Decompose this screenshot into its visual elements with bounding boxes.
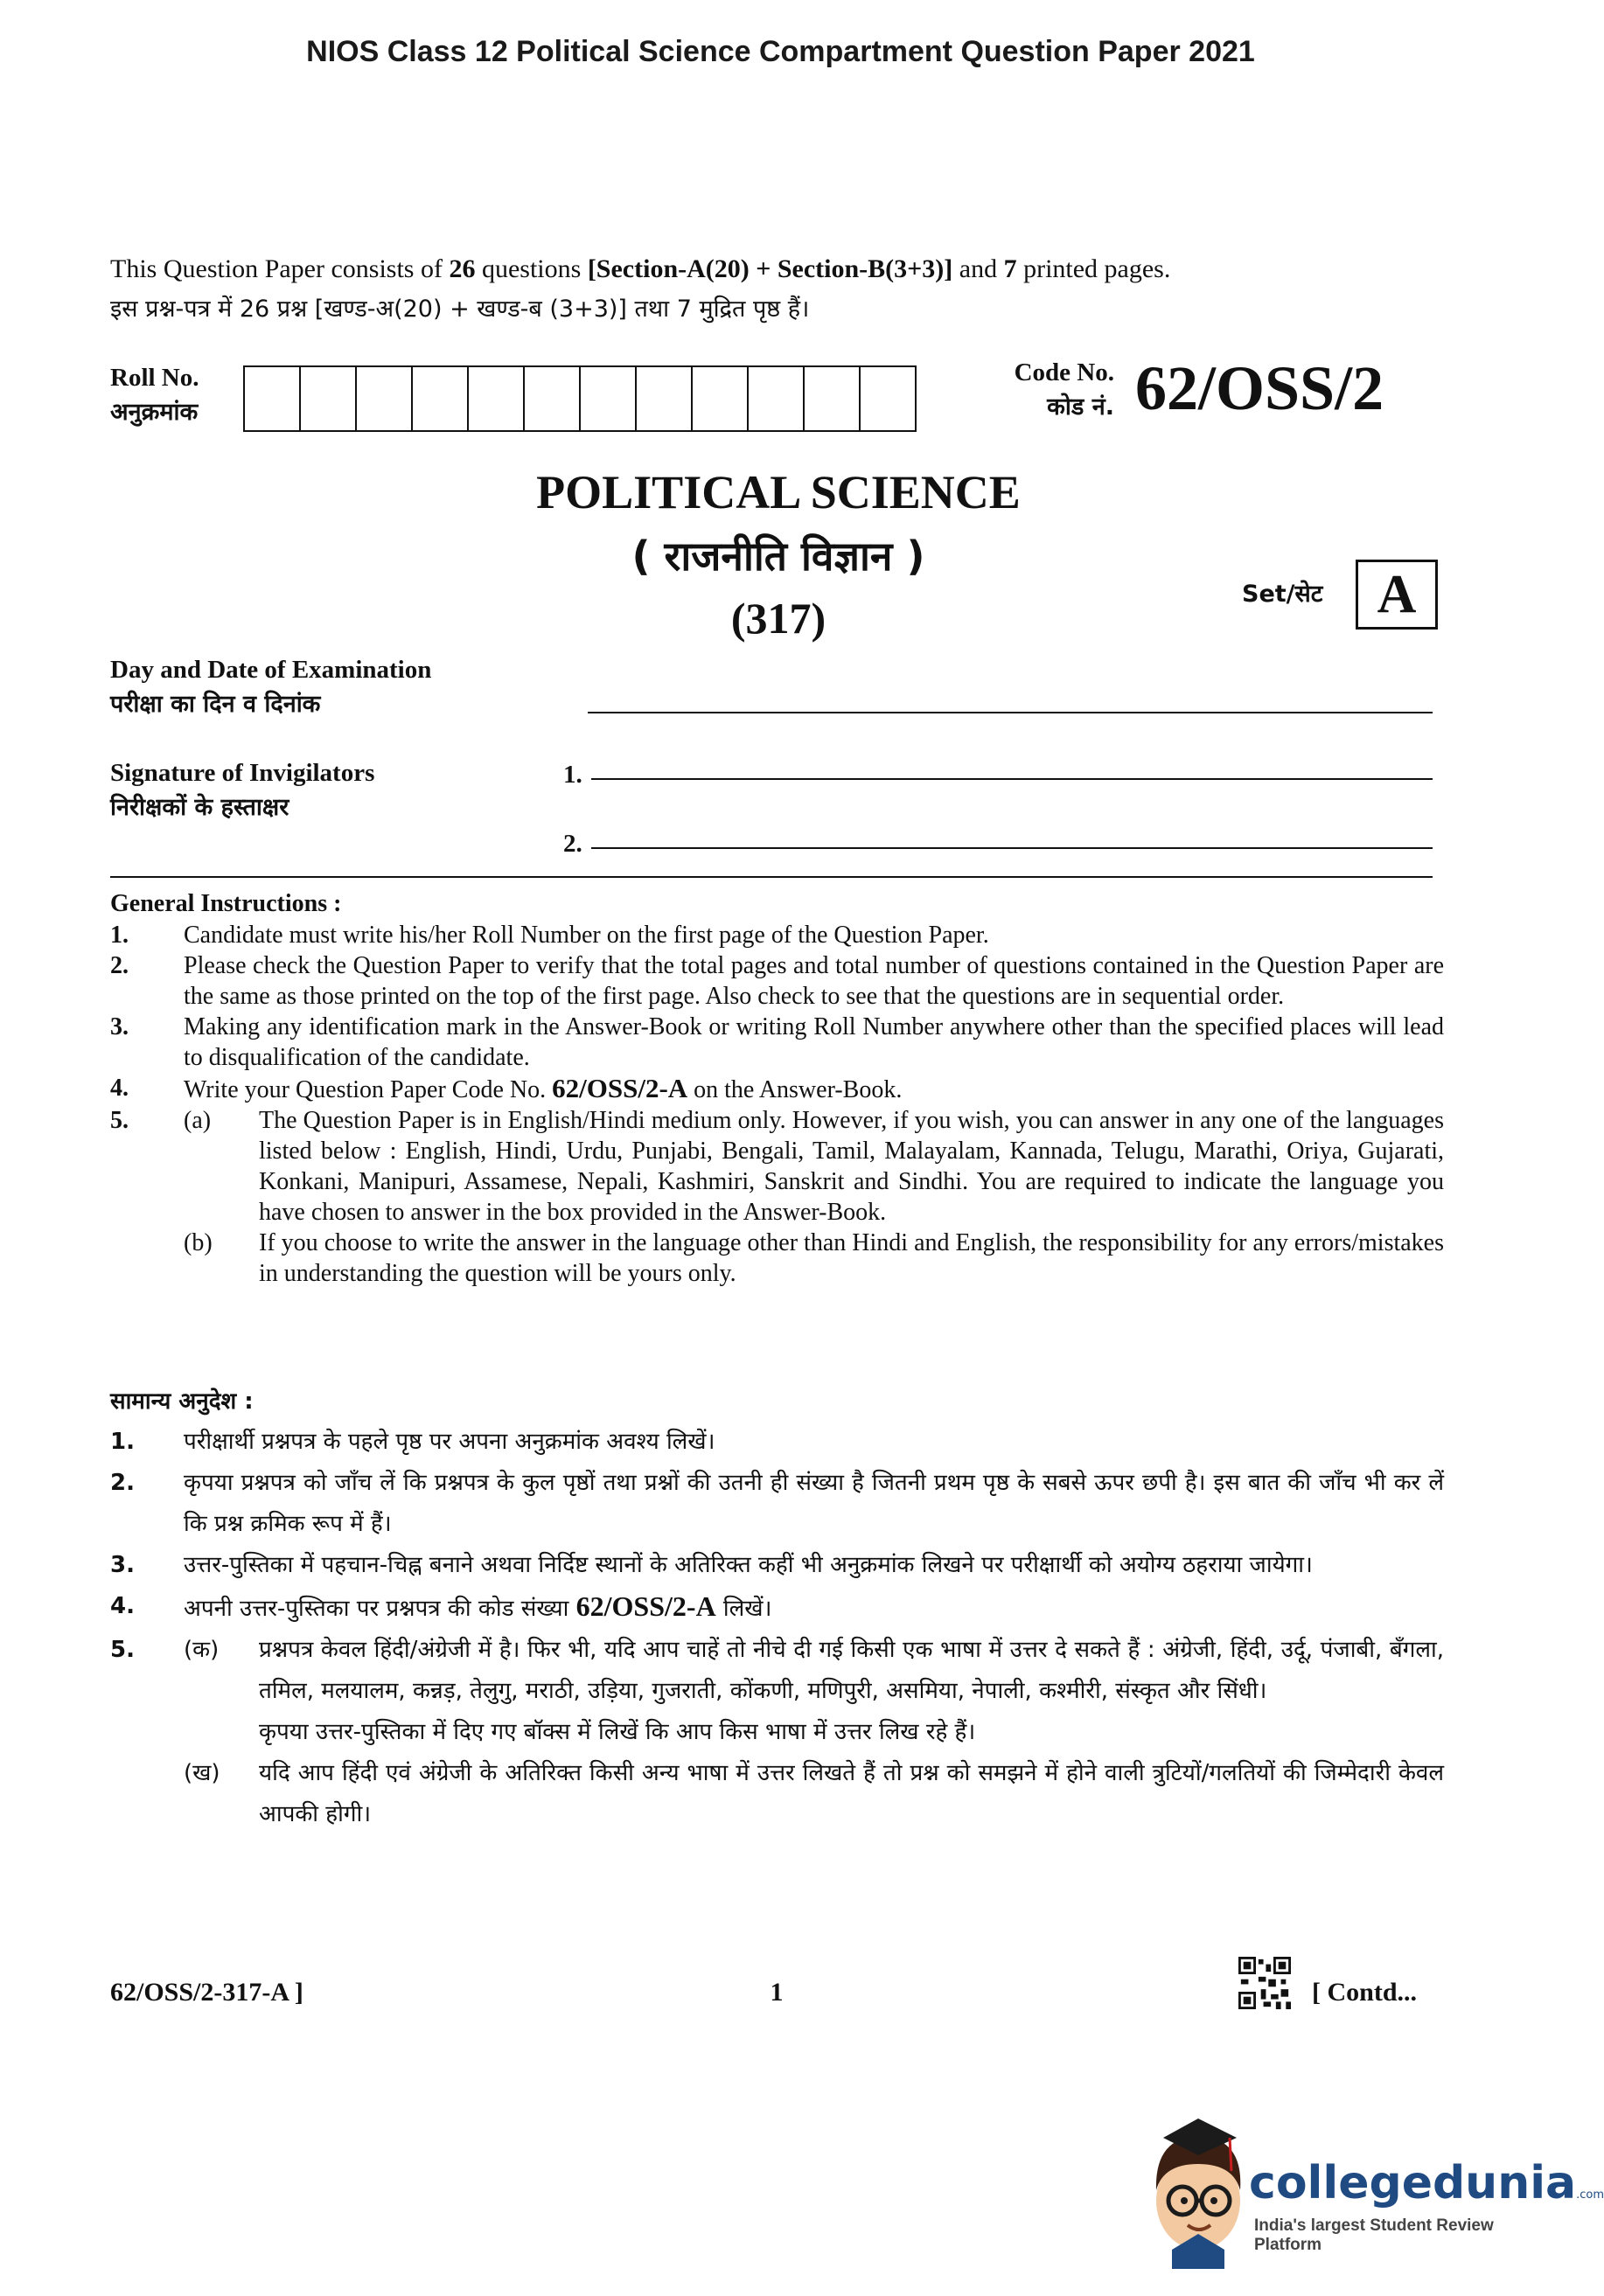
list-item: 3. Making any identification mark in the Answer-Book or writing Roll Number anywhere other than the specified places will lead to disqualification of the candidate. xyxy=(110,1013,1444,1071)
invigilator-1-signature-line[interactable] xyxy=(591,778,1433,780)
list-item: 5. (a) The Question Paper is in English/Hindi medium only. However, if you wish, you can answer in any one of the languages listed below : English, Hindi, Urdu, Punjabi, Bengali, Tamil, Malayalam, Kannada, Telugu, Marathi, Oriya, Gujarati, Konkani, Manipuri, Assamese, Nepali, Kashmiri, Sanskrit and Sindhi. You are required to indicate the language you have chosen to answer in the box provided in the Answer-Book. xyxy=(110,1107,1444,1226)
continued-marker: [ Contd... xyxy=(1312,1978,1418,2007)
invigilator-2-signature-line[interactable] xyxy=(591,847,1433,849)
list-item: 1. परीक्षार्थी प्रश्नपत्र के पहले पृष्ठ पर अपना अनुक्रमांक अवश्य लिखें। xyxy=(110,1429,715,1455)
list-item: 1. Candidate must write his/her Roll Number on the first page of the Question Paper. xyxy=(110,922,989,949)
section-divider xyxy=(110,876,1433,878)
set-value-box: A xyxy=(1356,560,1438,630)
qr-code-icon xyxy=(1238,1957,1291,2009)
list-item: 4. Write your Question Paper Code No. 62/OSS/2-A on the Answer-Book. xyxy=(110,1073,903,1103)
set-label: Set/सेट xyxy=(1242,581,1323,608)
hindi-instructions xyxy=(110,1381,1444,1835)
subject-code: (317) xyxy=(730,594,826,643)
list-item: (b) If you choose to write the answer in the language other than Hindi and English, the responsibility for any errors/mistakes in understanding the question will be yours only. xyxy=(184,1229,1444,1287)
code-number-label: Code No. कोड नं. xyxy=(1014,358,1114,421)
list-item: 4. अपनी उत्तर-पुस्तिका पर प्रश्नपत्र की कोड संख्या 62/OSS/2-A लिखें। xyxy=(110,1590,772,1622)
subject-title-hindi: ( राजनीति विज्ञान ) xyxy=(631,532,925,580)
list-item: 5. (क) प्रश्नपत्र केवल हिंदी/अंग्रेजी में है। फिर भी, यदि आप चाहें तो नीचे दी गई किसी एक भाषा में उत्तर दे सकते हैं : अंग्रेजी, हिंदी, उर्दू, पंजाबी, बँगला, तमिल, मलयालम, कन्नड़, तेलुगु, मराठी, उड़िया, गुजराती, कोंकणी, मणिपुरी, असमिया, नेपाली, कश्मीरी, संस्कृत और सिंधी। कृपया उत्तर-पुस्तिका में दिए गए बॉक्स में लिखें कि आप किस भाषा में उत्तर लिख रहे हैं। xyxy=(110,1637,1444,1745)
exam-date-line[interactable] xyxy=(588,712,1433,713)
subject-title: POLITICAL SCIENCE xyxy=(536,466,1021,518)
collegedunia-logo xyxy=(1146,2103,1604,2278)
general-instructions-heading: General Instructions : xyxy=(110,890,342,917)
page-number: 1 xyxy=(770,1978,784,2007)
paper-summary-hi: इस प्रश्न-पत्र में 26 प्रश्न [खण्ड-अ(20) + खण्ड-ब (3+3)] तथा 7 मुद्रित पृष्ठ हैं। xyxy=(110,296,810,323)
general-instructions xyxy=(110,888,1444,1289)
brand-domain: .com xyxy=(1576,2188,1604,2202)
list-item: 2. Please check the Question Paper to verify that the total pages and total number of questions contained in the Question Paper are the same as those printed on the top of the first page. Also check to see that the questions are in sequential order. xyxy=(110,952,1444,1010)
mascot-icon xyxy=(1146,2103,1251,2269)
list-item: (ख) यदि आप हिंदी एवं अंग्रेजी के अतिरिक्त किसी अन्य भाषा में उत्तर लिखते हैं तो प्रश्न को समझने में होने वाली त्रुटियों/गलतियों की जिम्मेदारी केवल आपकी होगी। xyxy=(184,1760,1444,1827)
list-item: 2. कृपया प्रश्नपत्र को जाँच लें कि प्रश्नपत्र के कुल पृष्ठों तथा प्रश्नों की उतनी ही संख्या है जितनी प्रथम पृष्ठ के सबसे ऊपर छपी है। इस बात की जाँच भी कर लें कि प्रश्न क्रमिक रूप में हैं। xyxy=(110,1470,1444,1537)
hindi-instructions-heading: सामान्य अनुदेश : xyxy=(110,1388,254,1415)
roll-number-label: Roll No. अनुक्रमांक xyxy=(110,364,199,426)
list-item: 3. उत्तर-पुस्तिका में पहचान-चिह्न बनाने अथवा निर्दिष्ट स्थानों के अतिरिक्त कहीं भी अनुक्रमांक लिखने पर परीक्षार्थी को अयोग्य ठहराया जायेगा। xyxy=(110,1552,1313,1578)
roll-number-boxes[interactable] xyxy=(243,365,917,432)
invigilator-signature-label: Signature of Invigilators निरीक्षकों के हस्ताक्षर xyxy=(110,759,375,821)
exam-date-label: Day and Date of Examination परीक्षा का दिन व दिनांक xyxy=(110,656,432,718)
footer-paper-code: 62/OSS/2-317-A ] xyxy=(110,1978,303,2007)
paper-summary-en: This Question Paper consists of 26 questions [Section-A(20) + Section-B(3+3)] and 7 printed pages. xyxy=(110,254,1171,283)
invigilator-1-number: 1. xyxy=(563,761,582,789)
code-number-value: 62/OSS/2 xyxy=(1135,353,1384,423)
document-banner-title: NIOS Class 12 Political Science Compartment Question Paper 2021 xyxy=(306,35,1255,68)
brand-tagline: India's largest Student Review Platform xyxy=(1254,2216,1494,2254)
invigilator-2-number: 2. xyxy=(563,830,582,858)
brand-name: collegedunia xyxy=(1249,2157,1577,2209)
paper-summary xyxy=(110,249,1170,330)
